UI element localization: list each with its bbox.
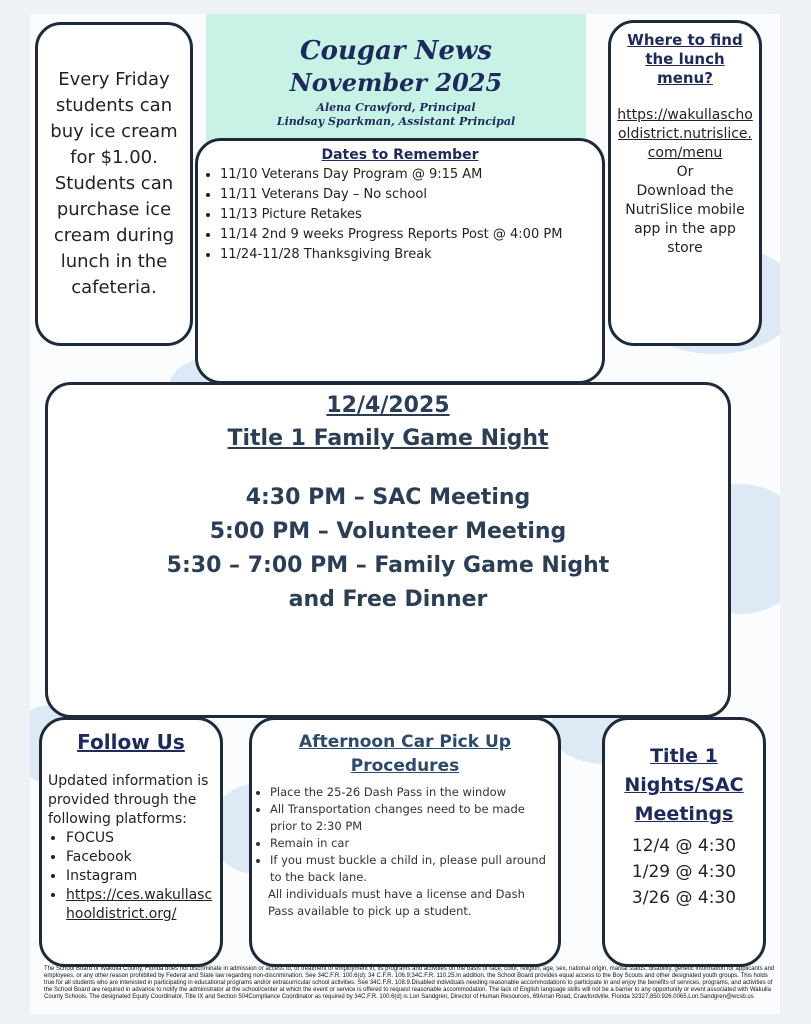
game-night-box — [45, 382, 731, 718]
list-item: • Place the 25-26 Dash Pass in the window — [270, 784, 550, 801]
title1-meetings-title: Title 1 Nights/SAC Meetings — [624, 745, 744, 825]
dates-list — [208, 165, 592, 265]
list-item: • 11/11 Veterans Day – No school — [220, 185, 592, 205]
dates-title: Dates to Remember — [321, 147, 479, 163]
nondiscrimination-footer: The School Board of Wakulla County, Florida does not discriminate in admission or access to, or treatment or employment in, its programs and activities on the basis of race, color, religion, age, sex, national origin, marital status, disability, genetic information for applicants and employees, or any other reason prohibited by Federal and State law regarding non-discrimination. See 34C.F.R. 100.6(d); 34 C.F.R. 106.9;34C.F.R. 110.25.In addition, the School Board provides equal access to the Boy Scouts and other designated youth groups. This holds true for all students who are interested in participating in educational programs and/or extracurricular school activities. See 34C.F.R. 108.9.Disabled individuals needing reasonable accommodations to participate in and enjoy the benefits of services, programs, and activities of the School Board are required in advance to notify the administrator at the school/center at which the event or service is offered to request reasonable accommodation. The lack of English language skills will not be a barrier to any opportunity or event associated with Wakulla County Schools. The designated Equity Coordinator, Title IX and Section 504Compliance Coordinator as required by 34C.F.R. 100.6(d) is Lori Sandgren, Director of Human Resources, 69Arran Road, Crawfordville, Florida 32327,850.926.0065,Lori.Sandgren@wcsb.us — [44, 966, 775, 1000]
game-night-date: 12/4/2025 — [326, 393, 450, 418]
school-website-link[interactable]: https://ces.wakullaschooldistrict.org/ — [66, 887, 213, 922]
list-item: • 11/13 Picture Retakes — [220, 205, 592, 225]
newsletter-header — [206, 14, 586, 144]
meeting-date: 1/29 @ 4:30 — [631, 862, 737, 882]
list-item: • Instagram — [66, 867, 214, 886]
platform-list — [48, 829, 214, 924]
meeting-date: 3/26 @ 4:30 — [631, 888, 737, 908]
newsletter-month: November 2025 — [289, 68, 503, 97]
meeting-date: 12/4 @ 4:30 — [631, 836, 737, 856]
list-item: • 11/10 Veterans Day Program @ 9:15 AM — [220, 165, 592, 185]
pickup-note: All individuals must have a license and Dash Pass available to pick up a student. — [268, 887, 525, 918]
lunch-menu-box — [608, 20, 762, 346]
newsletter-title: Cougar News — [299, 36, 493, 66]
game-night-line: 5:00 PM – Volunteer Meeting — [209, 519, 567, 544]
dates-box — [195, 138, 605, 384]
ice-cream-text: Every Friday students can buy ice cream for $1.00. Students can purchase ice cream during lunch in the cafeteria. — [50, 69, 178, 298]
list-item: • 11/24-11/28 Thanksgiving Break — [220, 245, 592, 265]
list-item — [66, 886, 214, 924]
principal-name: Alena Crawford, Principal — [316, 101, 476, 114]
pickup-list — [260, 784, 550, 886]
list-item: • 11/14 2nd 9 weeks Progress Reports Post @ 4:00 PM — [220, 225, 592, 245]
lunch-menu-or: Or — [676, 164, 694, 180]
follow-us-title: Follow Us — [77, 730, 185, 754]
list-item: • If you must buckle a child in, please pull around to the back lane. — [270, 852, 550, 886]
lunch-menu-download: Download the NutriSlice mobile app in the app store — [625, 183, 745, 256]
lunch-menu-link[interactable]: https://wakullaschooldistrict.nutrislice.com/menu — [617, 107, 753, 161]
game-night-line: 4:30 PM – SAC Meeting — [245, 485, 531, 510]
game-night-title: Title 1 Family Game Night — [227, 426, 549, 451]
list-item: • FOCUS — [66, 829, 214, 848]
game-night-line: 5:30 – 7:00 PM – Family Game Night — [166, 553, 610, 578]
follow-us-box — [39, 717, 223, 967]
car-pickup-title: Afternoon Car Pick Up Procedures — [299, 732, 511, 776]
list-item: • Facebook — [66, 848, 214, 867]
game-night-line: and Free Dinner — [288, 587, 488, 612]
follow-us-text: Updated information is provided through the following platforms: — [48, 773, 209, 827]
lunch-menu-title: Where to find the lunch menu? — [627, 31, 743, 87]
newsletter-page — [30, 14, 780, 1014]
assistant-principal-name: Lindsay Sparkman, Assistant Principal — [276, 115, 516, 128]
car-pickup-box — [249, 717, 561, 967]
ice-cream-box — [35, 22, 193, 346]
title1-meetings-box — [602, 717, 766, 967]
list-item: • Remain in car — [270, 835, 550, 852]
list-item: • All Transportation changes need to be made prior to 2:30 PM — [270, 801, 550, 835]
